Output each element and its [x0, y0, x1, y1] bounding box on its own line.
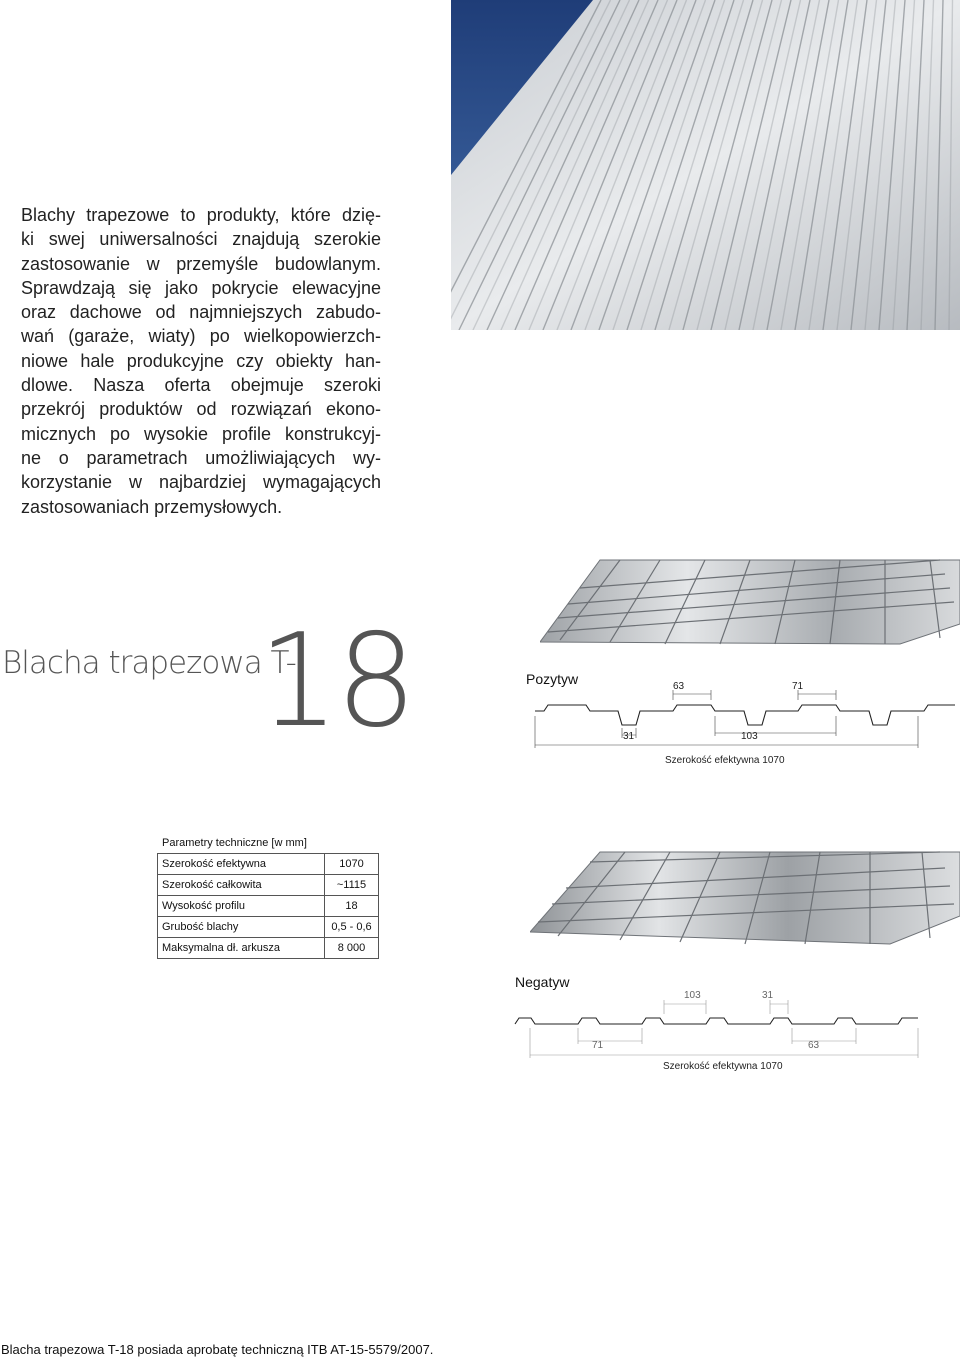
product-title-number: 18: [258, 607, 413, 756]
params-row: [158, 875, 379, 896]
intro-line: dlowe. Nasza oferta obejmuje szeroki: [21, 375, 381, 396]
negative-dim-103: 103: [684, 990, 701, 1001]
params-table: [157, 853, 379, 959]
intro-line: ki swej uniwersalności znajdują szerokie: [21, 229, 381, 250]
intro-line: oraz dachowe od najmniejszych zabudo-: [21, 302, 381, 323]
negative-profile-drawing: [510, 988, 940, 1063]
positive-dim-31: 31: [623, 731, 635, 742]
params-row: [158, 917, 379, 938]
negative-dim-31: 31: [762, 990, 774, 1001]
negative-dim-63: 63: [808, 1040, 820, 1051]
positive-label: Pozytyw: [526, 671, 579, 687]
approval-note: Blacha trapezowa T-18 posiada aprobatę techniczną ITB AT-15-5579/2007.: [1, 1342, 434, 1357]
intro-line: zastosowaniach przemysłowych.: [21, 496, 283, 517]
negative-sheet-render: [530, 840, 960, 950]
param-name: Wysokość profilu: [158, 896, 325, 917]
intro-paragraph: [21, 203, 381, 519]
intro-line: niowe hale produkcyjne czy obiekty han-: [21, 350, 381, 371]
facade-photo: [451, 0, 960, 330]
param-value: 8 000: [325, 938, 379, 959]
positive-dim-103: 103: [741, 731, 758, 742]
param-value: 18: [325, 896, 379, 917]
intro-line: zastosowanie w przemyśle budowlanym.: [21, 253, 381, 274]
intro-line: korzystanie w najbardziej wymagających: [21, 472, 381, 493]
intro-line: wań (garaże, wiaty) po wielkopowierzch-: [21, 326, 381, 347]
param-name: Grubość blachy: [158, 917, 325, 938]
product-title-prefix: Blacha trapezowa T-: [2, 645, 296, 681]
intro-line: Blachy trapezowe to produkty, które dzię-: [21, 205, 381, 225]
negative-effective-width: Szerokość efektywna 1070: [663, 1061, 783, 1072]
param-name: Szerokość całkowita: [158, 875, 325, 896]
intro-line: Sprawdzają się jako pokrycie elewacyjne: [21, 277, 381, 298]
param-value: 1070: [325, 854, 379, 875]
param-name: Szerokość efektywna: [158, 854, 325, 875]
positive-dim-71: 71: [792, 681, 804, 692]
params-row: [158, 854, 379, 875]
intro-line: micznych po wysokie profile konstrukcyj-: [21, 423, 381, 444]
params-row: [158, 896, 379, 917]
param-value: 0,5 - 0,6: [325, 917, 379, 938]
intro-line: ne o parametrach umożliwiających wy-: [21, 447, 381, 468]
param-value: ~1115: [325, 875, 379, 896]
positive-dim-63: 63: [673, 681, 685, 692]
params-row: [158, 938, 379, 959]
param-name: Maksymalna dł. arkusza: [158, 938, 325, 959]
negative-label: Negatyw: [515, 974, 570, 990]
facade-photo-graphic: [451, 0, 960, 330]
positive-effective-width: Szerokość efektywna 1070: [665, 755, 785, 766]
positive-sheet-render: [540, 552, 960, 652]
params-title: Parametry techniczne [w mm]: [162, 837, 307, 849]
negative-dim-71: 71: [592, 1040, 604, 1051]
intro-line: przekrój produktów od rozwiązań ekono-: [21, 399, 381, 420]
